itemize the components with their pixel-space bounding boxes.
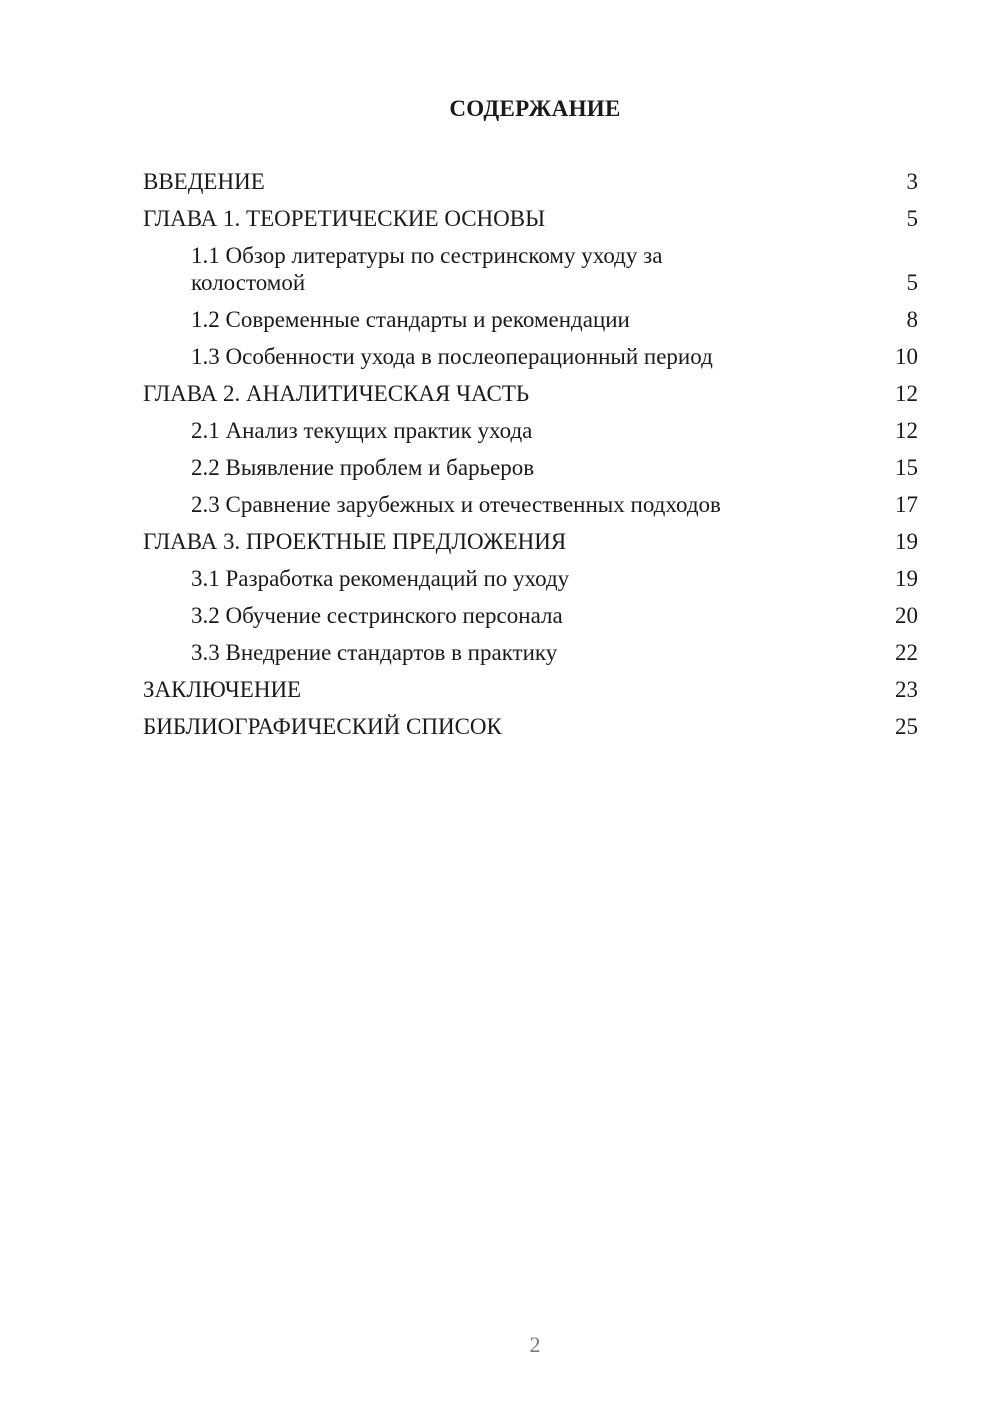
toc-entry-page: 12 bbox=[895, 381, 918, 406]
table-of-contents bbox=[143, 168, 918, 750]
toc-entry-chapter-2[interactable] bbox=[143, 380, 918, 407]
toc-entry-introduction[interactable] bbox=[143, 168, 918, 195]
toc-entry-page: 19 bbox=[895, 566, 918, 591]
toc-entry-section-2-2[interactable] bbox=[143, 454, 918, 481]
toc-entry-chapter-1[interactable] bbox=[143, 205, 918, 232]
toc-entry-section-3-3[interactable] bbox=[143, 639, 918, 666]
toc-entry-label: ГЛАВА 1. ТЕОРЕТИЧЕСКИЕ ОСНОВЫ bbox=[143, 206, 546, 231]
toc-entry-section-1-2[interactable] bbox=[143, 306, 918, 333]
toc-entry-page: 8 bbox=[906, 307, 918, 332]
toc-entry-page: 23 bbox=[895, 677, 918, 702]
toc-entry-section-3-2[interactable] bbox=[143, 602, 918, 629]
toc-entry-page: 19 bbox=[895, 529, 918, 554]
toc-entry-page: 25 bbox=[895, 714, 918, 739]
toc-entry-label: 2.1 Анализ текущих практик ухода bbox=[191, 418, 533, 443]
toc-entry-page: 20 bbox=[895, 603, 918, 628]
toc-entry-page: 5 bbox=[906, 206, 918, 231]
toc-entry-label: 1.1 Обзор литературы по сестринскому уходу за колостомой bbox=[191, 243, 663, 295]
toc-entry-section-2-1[interactable] bbox=[143, 417, 918, 444]
toc-entry-section-1-3[interactable] bbox=[143, 343, 918, 370]
toc-title: СОДЕРЖАНИЕ bbox=[449, 96, 621, 121]
toc-entry-label: ЗАКЛЮЧЕНИЕ bbox=[143, 677, 302, 702]
toc-entry-page: 22 bbox=[895, 640, 918, 665]
toc-entry-page: 12 bbox=[895, 418, 918, 443]
toc-entry-page: 15 bbox=[895, 455, 918, 480]
toc-entry-label: БИБЛИОГРАФИЧЕСКИЙ СПИСОК bbox=[143, 714, 502, 739]
page-number: 2 bbox=[529, 1332, 541, 1357]
toc-entry-page: 10 bbox=[895, 344, 918, 369]
toc-entry-label: 1.3 Особенности ухода в послеоперационный период bbox=[191, 344, 713, 369]
toc-entry-label: 3.1 Разработка рекомендаций по уходу bbox=[191, 566, 570, 591]
toc-entry-label: ГЛАВА 2. АНАЛИТИЧЕСКАЯ ЧАСТЬ bbox=[143, 381, 530, 406]
toc-entry-chapter-3[interactable] bbox=[143, 528, 918, 555]
toc-entry-label: 3.3 Внедрение стандартов в практику bbox=[191, 640, 558, 665]
toc-entry-bibliography[interactable] bbox=[143, 713, 918, 740]
toc-entry-label: 2.2 Выявление проблем и барьеров bbox=[191, 455, 535, 480]
toc-entry-section-2-3[interactable] bbox=[143, 491, 918, 518]
toc-entry-label: ГЛАВА 3. ПРОЕКТНЫЕ ПРЕДЛОЖЕНИЯ bbox=[143, 529, 567, 554]
toc-entry-section-3-1[interactable] bbox=[143, 565, 918, 592]
toc-entry-page: 17 bbox=[895, 492, 918, 517]
toc-entry-label: 2.3 Сравнение зарубежных и отечественных подходов bbox=[191, 492, 721, 517]
toc-entry-page: 3 bbox=[906, 169, 918, 194]
toc-entry-label: 1.2 Современные стандарты и рекомендации bbox=[191, 307, 630, 332]
toc-entry-section-1-1[interactable] bbox=[143, 242, 918, 296]
toc-entry-label: 3.2 Обучение сестринского персонала bbox=[191, 603, 563, 628]
toc-entry-conclusion[interactable] bbox=[143, 676, 918, 703]
toc-entry-label: ВВЕДЕНИЕ bbox=[143, 169, 265, 194]
toc-entry-page: 5 bbox=[906, 270, 918, 295]
